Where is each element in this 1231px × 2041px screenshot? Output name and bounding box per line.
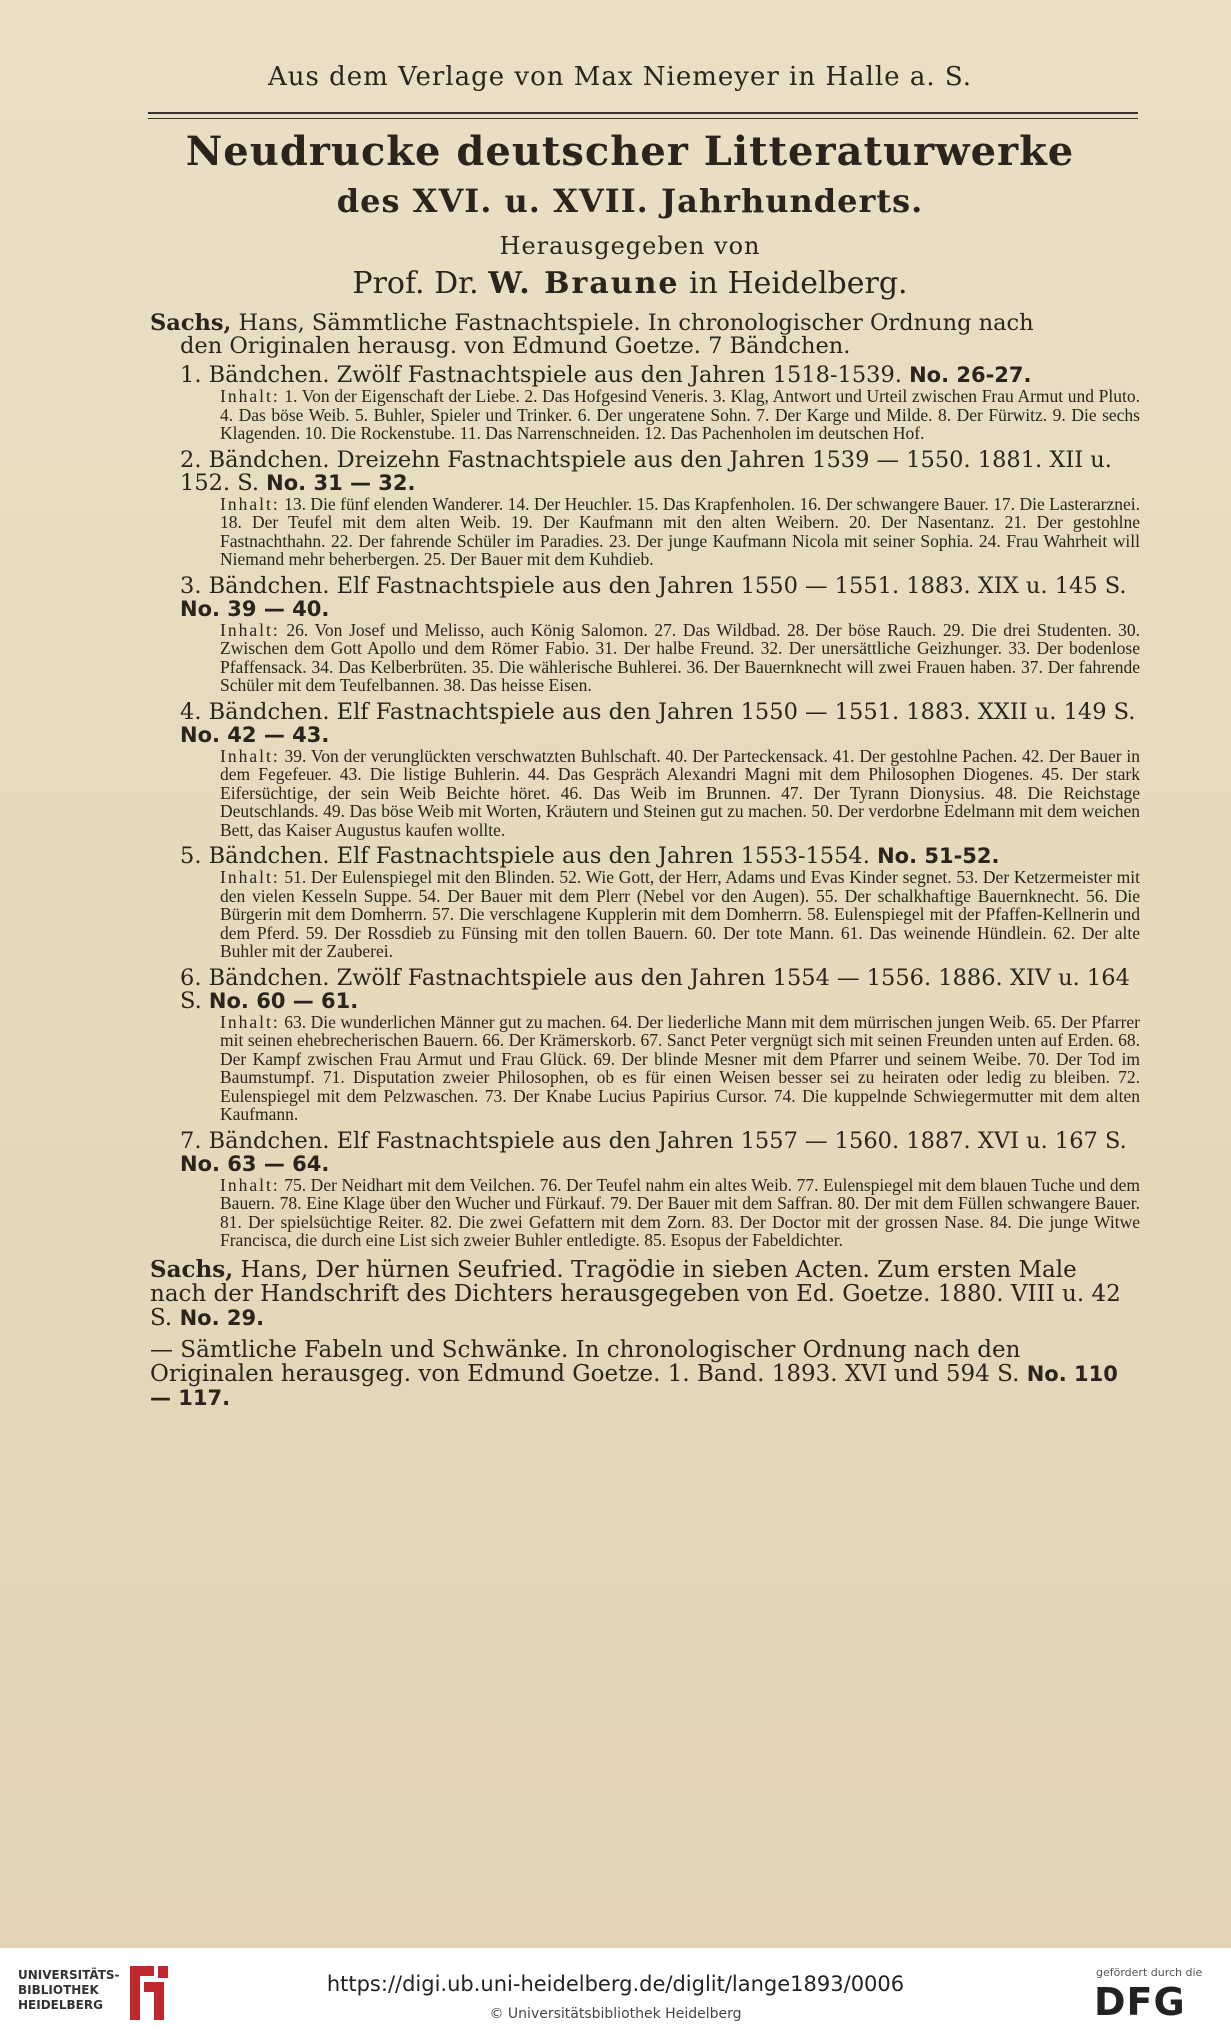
header-rule-thin [148, 118, 1138, 119]
volume-title: 4. Bändchen. Elf Fastnachtspiele aus den Jahren 1550 — 1551. 1883. XXII u. 149 S. [180, 698, 1136, 725]
volume-entry [150, 446, 1140, 569]
entry-author: Sachs, [150, 310, 232, 336]
volume-contents [220, 387, 1140, 443]
contents-label: Inhalt: [220, 867, 280, 887]
contents-text: 75. Der Neidhart mit dem Veilchen. 76. Der Teufel nahm ein altes Weib. 77. Eulenspiegel mit dem blauen Tuche und dem Bauern. 78. Eine Klage über den Wucher und Fürkauf. 79. Der Bauer mit dem Saffran. 80. Der mit dem Füllen schwangere Bauer. 81. Der spielsüchtige Reiter. 82. Die zwei Gefattern mit dem Zorn. 83. Der Doctor mit der grossen Nase. 84. Die junge Witwe Francisca, die durch eine List sich zweier Buhler entledigte. 85. Esopus der Fabeldichter. [220, 1174, 1141, 1250]
entry-text: — Sämtliche Fabeln und Schwänke. In chronologischer Ordnung nach den Originalen herausgeg. von Edmund Goetze. 1. Band. 1893. XVI und 594 S. [150, 1336, 1021, 1387]
volume-title: 7. Bändchen. Elf Fastnachtspiele aus den Jahren 1557 — 1560. 1887. XVI u. 167 S. [180, 1127, 1127, 1154]
volume-heading [180, 845, 1140, 868]
contents-label: Inhalt: [220, 745, 280, 766]
volume-number: No. 60 — 61. [208, 988, 359, 1013]
volume-list [150, 364, 1140, 1250]
volume-number: No. 63 — 64. [180, 1151, 330, 1176]
copyright-notice: © Universitätsbibliothek Heidelberg [489, 2006, 742, 2022]
viewer-footer [0, 1948, 1231, 2041]
header-rule-thick [148, 112, 1138, 114]
publisher-header: Aus dem Verlage von Max Niemeyer in Halle a. S. [267, 62, 973, 92]
volume-entry [150, 698, 1140, 840]
library-name-1: UNIVERSITÄTS- [18, 1968, 120, 1982]
catalog-content [150, 312, 1140, 1410]
volume-entry [150, 964, 1140, 1124]
editor-name: W. Braune [488, 266, 680, 301]
volume-heading [180, 698, 1140, 747]
series-title: Neudrucke deutscher Litteraturwerke [185, 128, 1075, 175]
contents-text: 13. Die fünf elenden Wanderer. 14. Der Heuchler. 15. Das Krapfenholen. 16. Der schwangere Bauer. 17. Die Lasterarznei. 18. Der Teufel mit dem alten Weib. 19. Der Kaufmann mit den alten Weibern. 20. Der Nasentanz. 21. Der gestohlne Fastnachthahn. 22. Der fahrende Schüler im Paradies. 23. Der junge Kaufmann Nicola mit seiner Sophia. 24. Frau Wahrheit will Niemand mehr beherbergen. 25. Der Bauer mit dem Kuhdieb. [220, 493, 1140, 569]
contents-text: 39. Von der verunglückten verschwatzten Buhlschaft. 40. Der Parteckensack. 41. Der gestohlne Pachen. 42. Der Bauer in dem Fegefeuer. 43. Die listige Buhlerin. 44. Das Gespräch Alexandri Magni mit dem Philosophen Diogenes. 45. Der stark Eifersüchtige, der sein Weib Beichte höret. 46. Das Weib im Brunnen. 47. Der Tyrann Dionysius. 48. Die Reichstage Deutschlands. 49. Das böse Weib mit Worten, Kräutern und Steinen gut zu machen. 50. Der verdorbne Edelmann mit dem weichen Bett, das Kaiser Augustus kaufen wollte. [220, 745, 1140, 840]
volume-title: 2. Bändchen. Dreizehn Fastnachtspiele aus den Jahren 1539 — 1550. 1881. XII u. 152. S. [180, 446, 1112, 496]
contents-text: 51. Der Eulenspiegel mit den Blinden. 52. Wie Gott, der Herr, Adams und Evas Kinder segnet. 53. Der Ketzermeister mit den vielen Kesseln Suppe. 54. Der Bauer mit dem Plerr (Nebel vor den Augen). 55. Der schalkhaftige Bauernknecht. 56. Die Bürgerin mit dem Domherrn. 57. Die verschlagene Kupplerin mit dem Domherrn. 58. Eulenspiegel mit der Pfaffen-Kellnerin und dem Pferd. 59. Der Rossdieb zu Fünsing mit den tollen Bauern. 60. Der tote Mann. 61. Das weinende Hündlein. 62. Der alte Buhler mit der Zauberei. [220, 867, 1140, 961]
volume-contents [220, 747, 1140, 840]
contents-label: Inhalt: [220, 619, 280, 640]
entry-author: Sachs, [150, 1255, 234, 1283]
entry-number: No. 29. [179, 1305, 265, 1330]
library-name-2: BIBLIOTHEK [18, 1983, 99, 1997]
entry-sachs-seufried [150, 1255, 1140, 1331]
entry-sachs-fabeln [150, 1338, 1140, 1410]
dfg-logo: DFG [1094, 1980, 1186, 2024]
library-name-3: HEIDELBERG [18, 1998, 103, 2012]
contents-label: Inhalt: [220, 386, 280, 406]
editor-suffix: in Heidelberg. [689, 266, 908, 301]
volume-entry [150, 364, 1140, 443]
volume-entry [150, 845, 1140, 961]
contents-label: Inhalt: [220, 493, 280, 514]
editor [160, 266, 1100, 301]
volume-title: 3. Bändchen. Elf Fastnachtspiele aus den Jahren 1550 — 1551. 1883. XIX u. 145 S. [180, 572, 1127, 599]
volume-title: 5. Bändchen. Elf Fastnachtspiele aus den Jahren 1553-1554. [180, 843, 870, 869]
volume-number: No. 42 — 43. [180, 722, 330, 747]
contents-label: Inhalt: [220, 1011, 280, 1032]
volume-number: No. 26-27. [909, 363, 1032, 387]
volume-number: No. 51-52. [877, 844, 1000, 868]
series-subtitle: des XVI. u. XVII. Jahrhunderts. [336, 182, 924, 220]
volume-heading [180, 572, 1140, 621]
volume-heading [180, 1127, 1140, 1176]
entry-text: Hans, Sämmtliche Fastnachtspiele. In chronologischer Ordnung nach [238, 310, 1034, 336]
volume-contents [220, 495, 1140, 569]
volume-entry [150, 572, 1141, 695]
contents-text: 1. Von der Eigenschaft der Liebe. 2. Das Hofgesind Veneris. 3. Klag, Antwort und Urteil zwischen Frau Armut und Pluto. 4. Das böse Weib. 5. Buhler, Spieler und Trinker. 6. Der ungeratene Sohn. 7. Der Karge und Milde. 8. Der Fürwitz. 9. Die sechs Klagenden. 10. Die Rockenstube. 11. Das Narrenschneiden. 12. Das Pachenholen im deutschen Hof. [220, 386, 1141, 443]
entry-number: No. 110 — 117. [150, 1361, 1118, 1410]
volume-contents [220, 868, 1140, 961]
volume-title: 6. Bändchen. Zwölf Fastnachtspiele aus den Jahren 1554 — 1556. 1886. XIV u. 164 S. [180, 964, 1130, 1014]
volume-heading [180, 364, 1140, 387]
volume-heading [180, 446, 1140, 496]
contents-text: 63. Die wunderlichen Männer gut zu machen. 64. Der liederliche Mann mit dem mürrischen jungen Weib. 65. Der Pfarrer mit seinen ehebrecherischen Bauern. 66. Der Krämerskorb. 67. Sanct Peter vergnügt sich mit seinen Freunden unten auf Erden. 68. Der Kampf zwischen Frau Armut und Frau Glück. 69. Der blinde Mesner mit dem Pfarrer und seinem Weibe. 70. Der Tod im Baumstumpf. 71. Disputation zweier Philosophen, ob es für einen Weisen besser sei zu heiraten oder ledig zu bleiben. 72. Eulenspiegel mit dem Pelzwaschen. 73. Der Knabe Lucius Papirius Cursor. 74. Die kuppelnde Schwiegermutter mit dem alten Kaufmann. [220, 1011, 1140, 1124]
volume-number: No. 39 — 40. [180, 596, 330, 621]
funded-by-label: gefördert durch die [1096, 1966, 1203, 1979]
volume-contents [220, 1013, 1140, 1124]
volume-title: 1. Bändchen. Zwölf Fastnachtspiele aus den Jahren 1518-1539. [180, 362, 902, 388]
contents-label: Inhalt: [220, 1174, 280, 1195]
volume-entry [150, 1127, 1141, 1250]
volume-contents [220, 621, 1140, 695]
entry-text: Hans, Der hürnen Seufried. Tragödie in sieben Acten. Zum ersten Male nach der Handschrift des Dichters herausgegeben von Ed. Goetze. 1880. VIII u. 42 S. [150, 1256, 1121, 1331]
volume-heading [180, 964, 1140, 1014]
volume-contents [220, 1176, 1140, 1250]
volume-number: No. 31 — 32. [266, 470, 416, 495]
entry-text-cont: den Originalen herausg. von Edmund Goetze. 7 Bändchen. [180, 333, 851, 359]
page-url-link[interactable]: https://digi.ub.uni-heidelberg.de/diglit/lange1893/0006 [326, 1972, 905, 1996]
contents-text: 26. Von Josef und Melisso, auch König Salomon. 27. Das Wildbad. 28. Der böse Rauch. 29. Die drei Studenten. 30. Zwischen dem Gott Apollo und dem Römer Fabio. 31. Der halbe Freund. 32. Der unersättliche Geizhunger. 33. Der bodenlose Pfaffensack. 34. Das Kelberbrüten. 35. Die wählerische Buhlerei. 36. Der Bauernknecht will zwei Frauen haben. 37. Der fahrende Schüler mit dem Teufelbannen. 38. Das heisse Eisen. [220, 619, 1141, 695]
entry-sachs-fastnachtspiele [150, 312, 1140, 358]
editor-intro: Herausgegeben von [499, 232, 761, 260]
editor-prefix: Prof. Dr. [352, 266, 479, 301]
